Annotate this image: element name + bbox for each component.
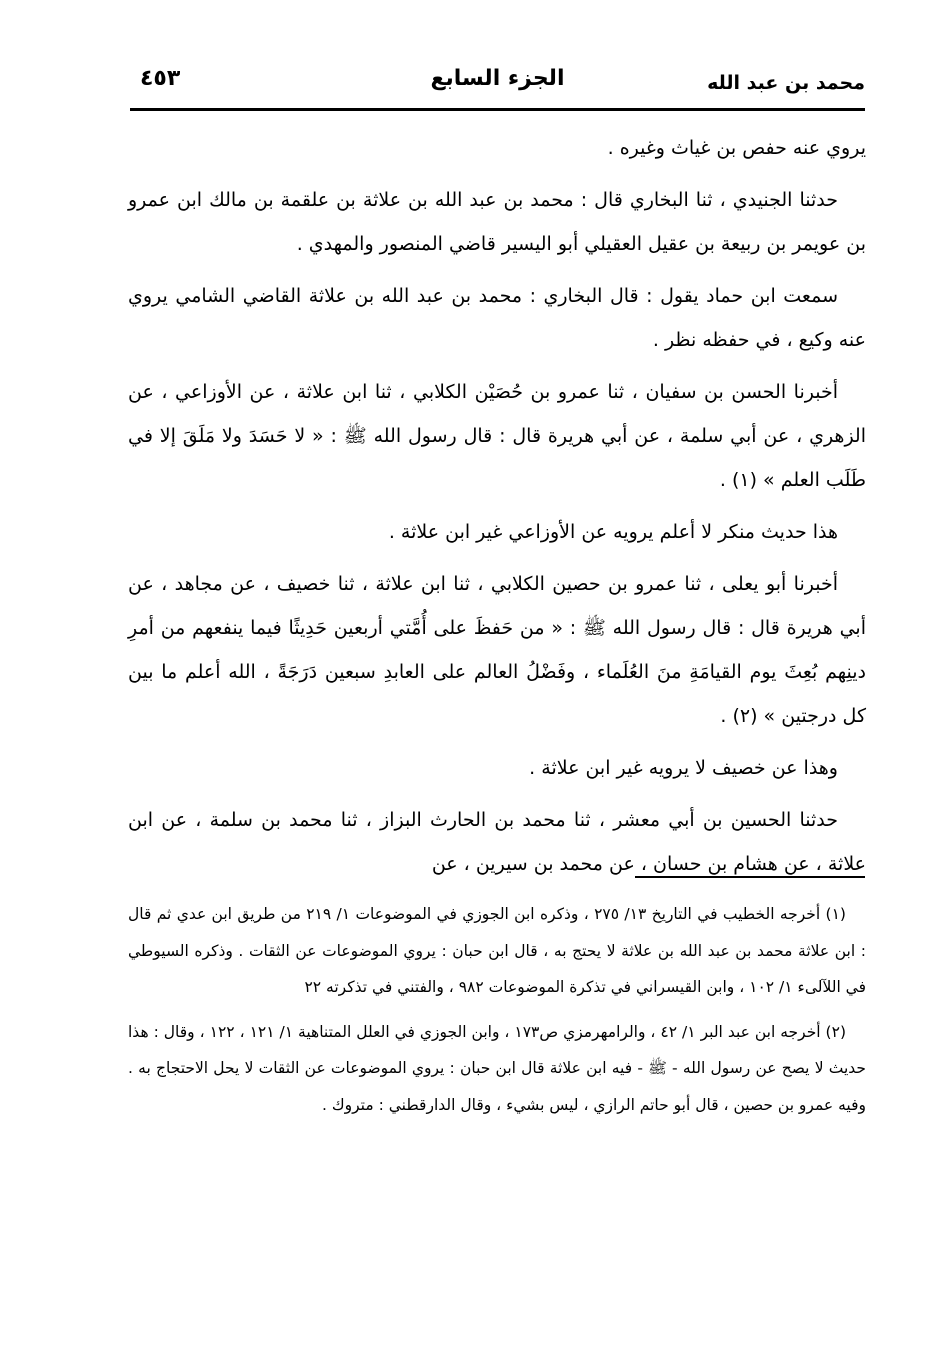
body-paragraph: سمعت ابن حماد يقول : قال البخاري : محمد بن عبد الله بن علاثة القاضي الشامي يروي عنه وكيع ، في حفظه نظر . [128,285,866,351]
body-paragraph: هذا حديث منكر لا أعلم يرويه عن الأوزاعي غير ابن علاثة . [388,521,838,543]
footnote-rule [635,876,865,878]
running-title-center: الجزء السابع [430,66,565,91]
body-paragraph: أخبرنا أبو يعلى ، ثنا عمرو بن حصين الكلابي ، ثنا ابن علاثة ، ثنا خصيف ، عن مجاهد ، عن أبي هريرة قال : قال رسول الله ﷺ : « من حَفظَ على أُمَّتي أربعين حَدِيثًا فيما ينفعهم من أمرِ دينِهم بُعِثَ يوم القيامَةِ منَ العُلَماء ، وفَضْلُ العالم على العابدِ سبعين دَرَجَةً ، الله أعلم ما بين كل درجتين » (٢) . [128,573,866,727]
footnote-1: (١) أخرجه الخطيب في التاريخ ١٣/ ٢٧٥ ، وذكره ابن الجوزي في الموضوعات ١/ ٢١٩ من طريق ابن عدي ثم قال : ابن علاثة محمد بن عبد الله بن علاثة لا يحتج به ، قال ابن حبان : يروي الموضوعات عن الثقات . وذكره السيوطي في اللآلىء ١/ ١٠٢ ، وابن القيسراني في تذكرة الموضوعات ٩٨٢ ، والفتني في تذكرته ٢٢ [128,905,866,996]
body-paragraph: وهذا عن خصيف لا يرويه غير ابن علاثة . [529,757,838,779]
body-paragraph: يروي عنه حفص بن غياث وغيره . [607,137,866,159]
footnotes [128,896,866,1131]
page-number: ٤٥٣ [140,66,181,91]
running-title-right: محمد بن عبد الله [707,72,865,94]
body-paragraph: أخبرنا الحسن بن سفيان ، ثنا عمرو بن حُصَيْن الكلابي ، ثنا ابن علاثة ، عن الأوزاعي ، عن الزهري ، عن أبي سلمة ، عن أبي هريرة قال : قال رسول الله ﷺ : « لا حَسَدَ ولا مَلَقَ إلا في طَلَب العلم » (١) . [128,381,866,491]
main-text [128,126,866,894]
body-paragraph: حدثنا الجنيدي ، ثنا البخاري قال : محمد بن عبد الله بن علاثة بن علقمة بن مالك ابن عمرو بن عويمر بن ربيعة بن عقيل العقيلي أبو اليسير قاضي المنصور والمهدي . [128,189,866,255]
footnote-2: (٢) أخرجه ابن عبد البر ١/ ٤٢ ، والرامهرمزي ص١٧٣ ، وابن الجوزي في العلل المتناهية ١/ ١٢١ ، ١٢٢ ، وقال : هذا حديث لا يصح عن رسول الله - ﷺ - فيه ابن علاثة قال ابن حبان : يروي الموضوعات عن الثقات لا يحل الاحتجاج به . وفيه عمرو بن حصين ، قال أبو حاتم الرازي ، ليس بشيء ، وقال الدارقطني : متروك . [128,1022,866,1114]
header-rule [130,108,865,111]
body-paragraph: حدثنا الحسين بن أبي معشر ، ثنا محمد بن الحارث البزاز ، ثنا محمد بن سلمة ، عن ابن علاثة ، عن هشام بن حسان ، عن محمد بن سيرين ، عن [128,809,866,875]
running-header [130,62,865,106]
